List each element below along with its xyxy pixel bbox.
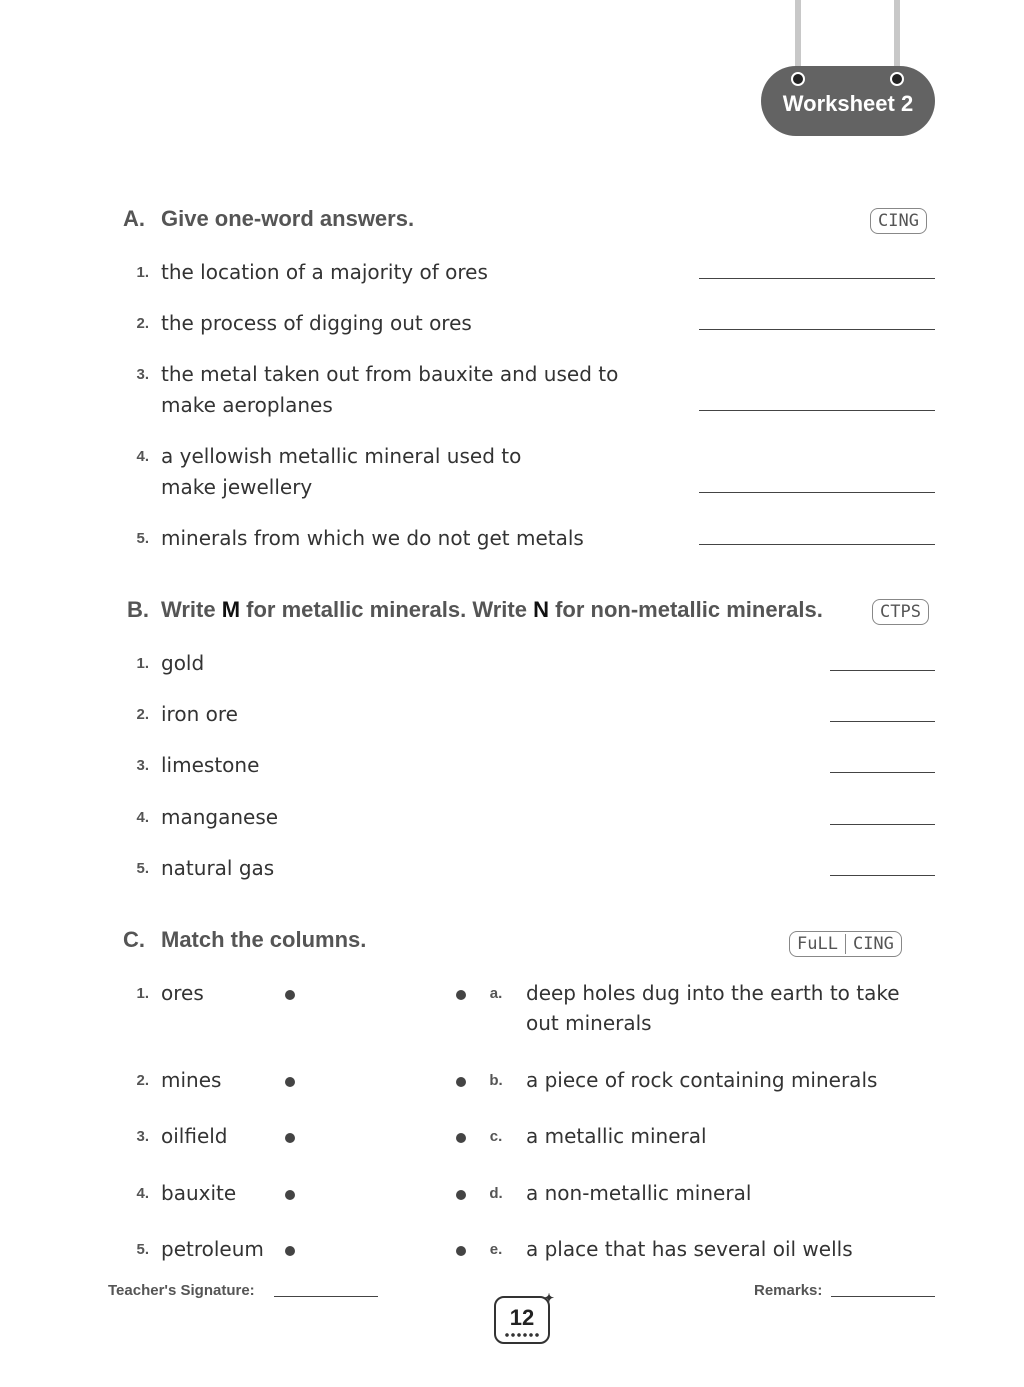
section-b-title-n: N	[533, 597, 549, 622]
question-text: the metal taken out from bauxite and used to	[161, 362, 619, 386]
section-c-letter: C.	[123, 927, 145, 952]
right-column-item: a place that has several oil wells	[526, 1237, 853, 1261]
question-number: 4.	[136, 448, 149, 465]
left-column-number: 1.	[136, 985, 149, 1002]
left-column-number: 3.	[136, 1128, 149, 1145]
match-dot-left[interactable]	[285, 990, 295, 1000]
section-b-title-part3: for non-metallic minerals.	[548, 597, 823, 622]
answer-line[interactable]	[699, 544, 935, 545]
answer-line[interactable]	[830, 670, 935, 671]
match-dot-left[interactable]	[285, 1246, 295, 1256]
match-dot-right[interactable]	[456, 1077, 466, 1087]
right-column-item: a metallic mineral	[526, 1124, 707, 1148]
badge-ring-left	[791, 72, 805, 86]
answer-line[interactable]	[699, 278, 935, 279]
question-number: 1.	[136, 655, 149, 672]
left-column-number: 4.	[136, 1185, 149, 1202]
left-column-item: mines	[161, 1068, 222, 1092]
page-number: 12	[509, 1305, 535, 1330]
skill-tag-label: CING	[878, 211, 919, 231]
question-number: 5.	[136, 530, 149, 547]
right-column-item: deep holes dug into the earth to take	[526, 981, 900, 1005]
section-b-skill-tag	[872, 599, 929, 625]
teacher-signature-line[interactable]	[274, 1296, 378, 1297]
left-column-item: ores	[161, 981, 204, 1005]
right-column-item: a non-metallic mineral	[526, 1181, 752, 1205]
right-column-item: out minerals	[526, 1011, 652, 1035]
answer-line[interactable]	[699, 329, 935, 330]
skill-tag-label: FuLL	[797, 934, 838, 954]
answer-line[interactable]	[699, 492, 935, 493]
left-column-item: oilfield	[161, 1124, 228, 1148]
match-dot-right[interactable]	[456, 1133, 466, 1143]
question-number: 2.	[136, 706, 149, 723]
question-number: 2.	[136, 315, 149, 332]
match-dot-right[interactable]	[456, 1246, 466, 1256]
right-column-letter: e.	[489, 1241, 503, 1258]
question-text: iron ore	[161, 702, 238, 726]
question-number: 3.	[136, 366, 149, 383]
question-number: 3.	[136, 757, 149, 774]
section-c-skill-tags	[789, 931, 902, 957]
question-text: natural gas	[161, 856, 275, 880]
left-column-item: bauxite	[161, 1181, 237, 1205]
question-text: a yellowish metallic mineral used to	[161, 444, 522, 468]
section-a-letter: A.	[123, 206, 145, 231]
answer-line[interactable]	[830, 824, 935, 825]
worksheet-title: Worksheet 2	[782, 91, 914, 116]
question-text: the location of a majority of ores	[161, 260, 488, 284]
section-b-title	[161, 597, 823, 623]
skill-tag-label: CTPS	[880, 602, 921, 622]
section-a-title: Give one-word answers.	[161, 206, 415, 231]
right-column-letter: a.	[489, 985, 503, 1002]
question-text: minerals from which we do not get metals	[161, 526, 584, 550]
left-column-number: 5.	[136, 1241, 149, 1258]
badge-ring-right	[890, 72, 904, 86]
section-b-title-part1: Write	[161, 597, 222, 622]
left-column-number: 2.	[136, 1072, 149, 1089]
section-c-title: Match the columns.	[161, 927, 367, 952]
answer-line[interactable]	[699, 410, 935, 411]
match-dot-left[interactable]	[285, 1190, 295, 1200]
skill-tag-label: CING	[845, 934, 901, 954]
page-box-decoration	[504, 1332, 540, 1338]
teacher-signature-label: Teacher's Signature:	[108, 1282, 255, 1299]
match-dot-left[interactable]	[285, 1077, 295, 1087]
question-text: manganese	[161, 805, 279, 829]
left-column-item: petroleum	[161, 1237, 264, 1261]
question-number: 5.	[136, 860, 149, 877]
question-text: gold	[161, 651, 205, 675]
right-column-letter: b.	[489, 1072, 503, 1089]
section-a-skill-tag	[870, 208, 927, 234]
question-number: 4.	[136, 809, 149, 826]
right-column-letter: c.	[489, 1128, 503, 1145]
answer-line[interactable]	[830, 875, 935, 876]
question-number: 1.	[136, 264, 149, 281]
match-dot-right[interactable]	[456, 990, 466, 1000]
section-b-letter: B.	[127, 597, 149, 622]
answer-line[interactable]	[830, 772, 935, 773]
section-b-title-part2: for metallic minerals. Write	[240, 597, 534, 622]
match-dot-right[interactable]	[456, 1190, 466, 1200]
question-text: make jewellery	[161, 475, 313, 499]
right-column-item: a piece of rock containing minerals	[526, 1068, 878, 1092]
right-column-letter: d.	[489, 1185, 503, 1202]
remarks-line[interactable]	[831, 1296, 935, 1297]
match-dot-left[interactable]	[285, 1133, 295, 1143]
question-text: make aeroplanes	[161, 393, 333, 417]
page-number-box	[494, 1291, 554, 1344]
worksheet-badge	[761, 66, 935, 136]
answer-line[interactable]	[830, 721, 935, 722]
section-b-title-m: M	[221, 597, 241, 622]
question-text: the process of digging out ores	[161, 311, 472, 335]
question-text: limestone	[161, 753, 260, 777]
star-icon: ✦	[543, 1291, 554, 1305]
remarks-label: Remarks:	[754, 1282, 823, 1299]
